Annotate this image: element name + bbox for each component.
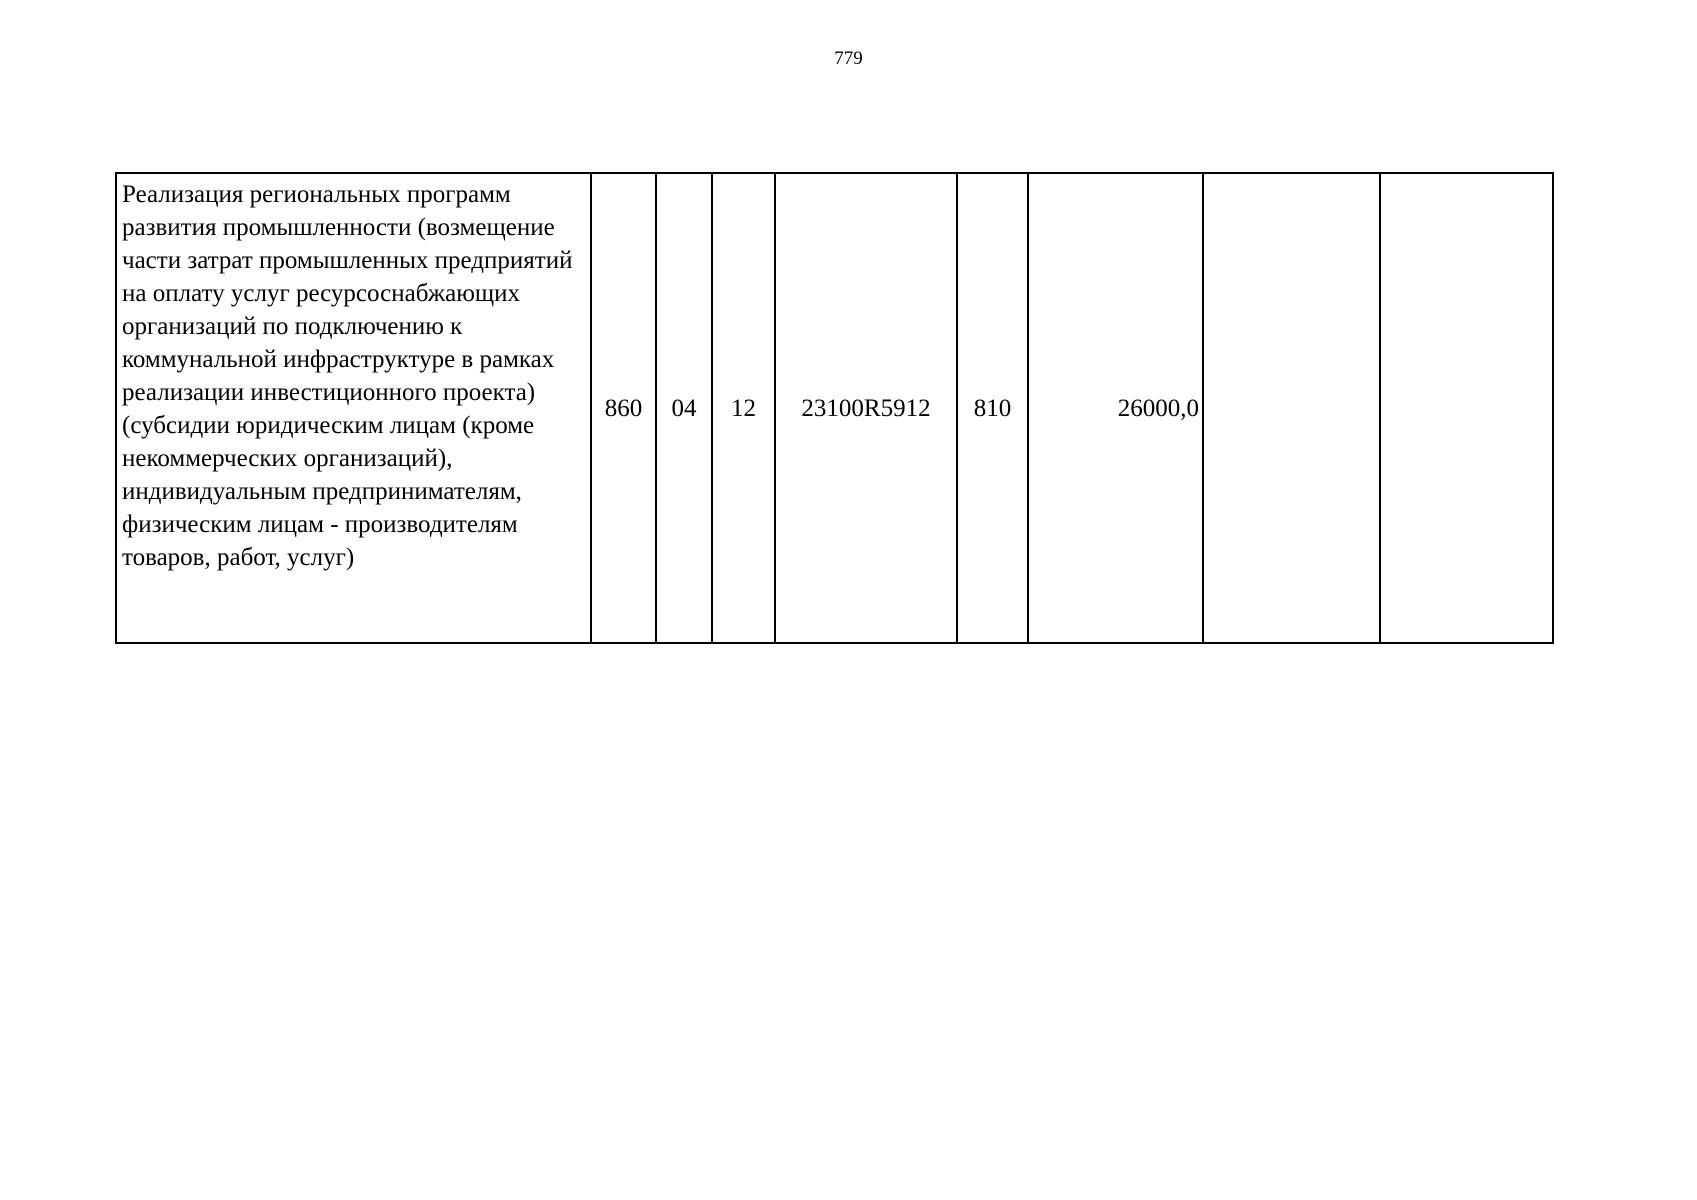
row-description: Реализация региональных программ развития промышленности (возмещение части затрат промышленных предприятий на оплату услуг ресурсоснабжающих организаций по подключению к коммунальной инфраструктуре в рамках реализации инвестиционного проекта) (субсидии юридическим лицам (кроме некоммерческих организаций), индивидуальным предпринимателям, физическим лицам - производителям товаров, работ, услуг): [116, 173, 591, 643]
section-code-cell: 04: [656, 173, 712, 643]
amount-cell-3: [1380, 173, 1553, 643]
budget-table: [115, 172, 1554, 644]
target-article-cell: 23100R5912: [775, 173, 957, 643]
expense-type-cell: 810: [957, 173, 1028, 643]
table-row: [116, 173, 1553, 643]
amount-cell-2: [1203, 173, 1380, 643]
amount-cell-1: 26000,0: [1028, 173, 1203, 643]
page-number: 779: [834, 48, 863, 69]
ministry-code-cell: 860: [591, 173, 656, 643]
subsection-code-cell: 12: [712, 173, 775, 643]
